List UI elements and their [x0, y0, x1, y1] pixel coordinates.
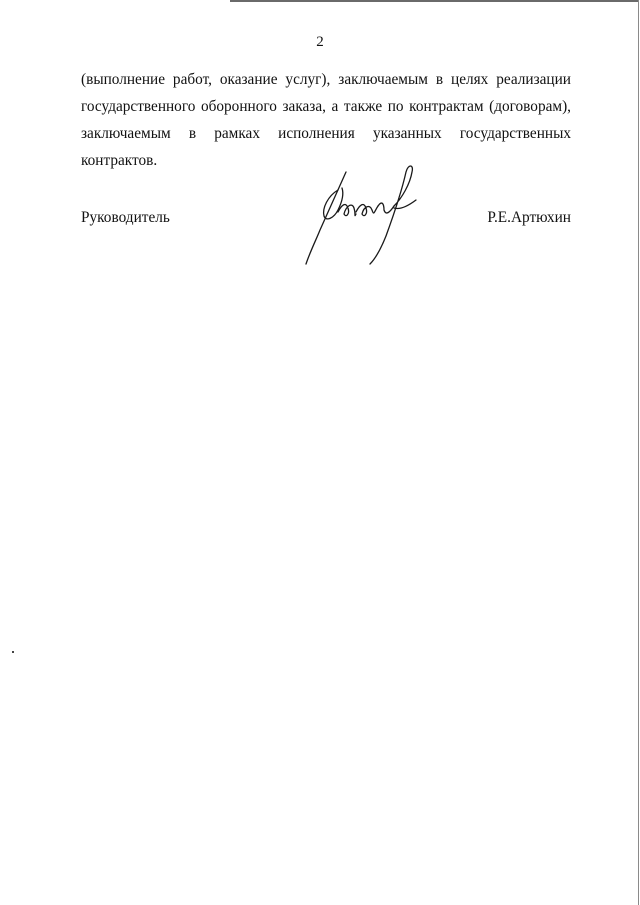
document-body: [81, 66, 571, 174]
scan-artifact-dot: [12, 651, 14, 653]
handwritten-signature-icon: [298, 160, 423, 270]
body-line-1: (выполнение работ, оказание услуг), заключаемым в целях реализации: [81, 71, 571, 88]
signatory-name: Р.Е.Артюхин: [487, 209, 571, 226]
body-line-4: контрактов.: [81, 152, 158, 169]
scan-edge-top: [230, 0, 638, 2]
page-number: 2: [316, 34, 324, 50]
signatory-title: Руководитель: [81, 209, 170, 226]
scan-edge-right: [638, 0, 639, 905]
body-line-2: государственного оборонного заказа, а также по контрактам (договорам),: [81, 98, 571, 115]
body-line-3: заключаемым в рамках исполнения указанных государственных: [81, 125, 571, 142]
